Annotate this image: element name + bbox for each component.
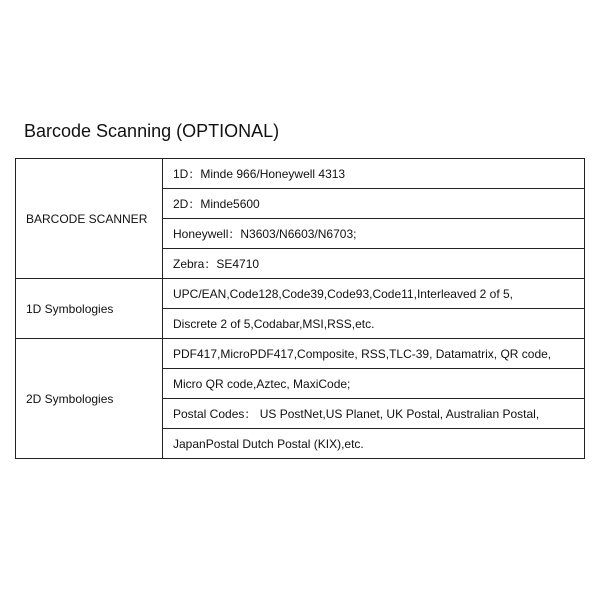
table-row [16,159,585,189]
page-title: Barcode Scanning (OPTIONAL) [24,121,280,141]
value-cell: 1D：Minde 966/Honeywell 4313 [163,159,585,189]
table-row [16,279,585,309]
value-cell: UPC/EAN,Code128,Code39,Code93,Code11,Interleaved 2 of 5, [163,279,585,309]
value-cell: Discrete 2 of 5,Codabar,MSI,RSS,etc. [163,309,585,339]
value-cell: Postal Codes： US PostNet,US Planet, UK Postal, Australian Postal, [163,399,585,429]
table-row [16,339,585,369]
value-cell: PDF417,MicroPDF417,Composite, RSS,TLC-39, Datamatrix, QR code, [163,339,585,369]
value-cell: JapanPostal Dutch Postal (KIX),etc. [163,429,585,459]
value-cell: Zebra：SE4710 [163,249,585,279]
value-cell: 2D：Minde5600 [163,189,585,219]
category-cell-2d-symbologies: 2D Symbologies [16,339,163,459]
value-cell: Micro QR code,Aztec, MaxiCode; [163,369,585,399]
value-cell: Honeywell：N3603/N6603/N6703; [163,219,585,249]
category-cell-barcode-scanner: BARCODE SCANNER [16,159,163,279]
category-cell-1d-symbologies: 1D Symbologies [16,279,163,339]
spec-table [15,158,585,459]
